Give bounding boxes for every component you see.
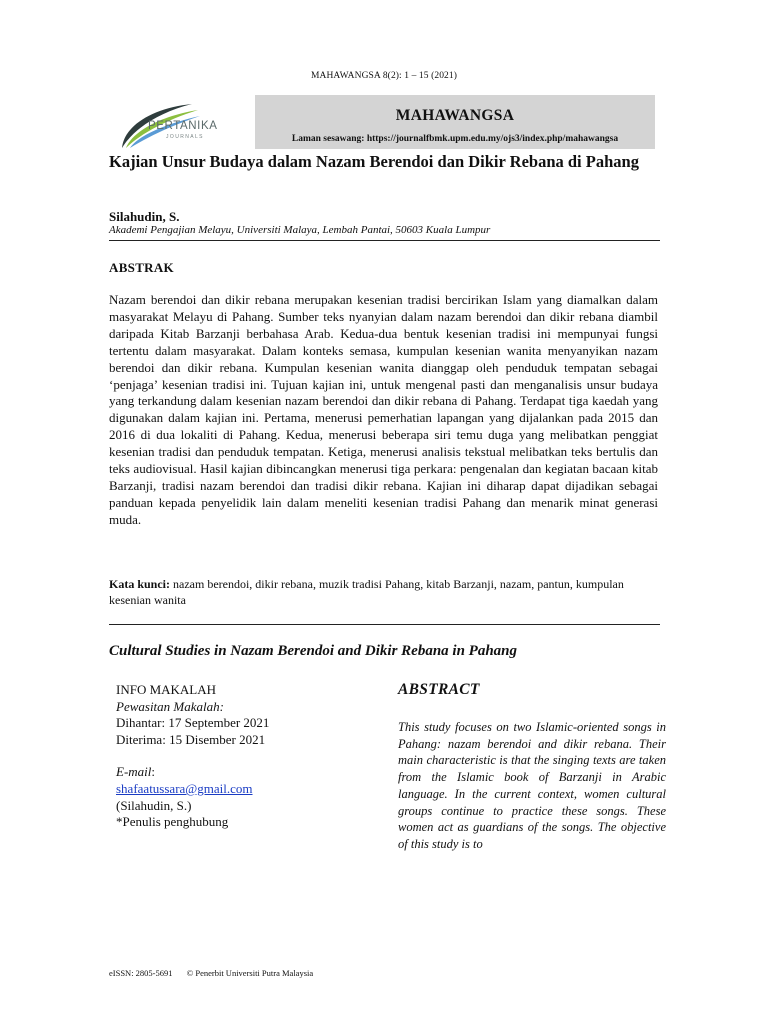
email-colon: : [151,764,156,780]
journal-name: MAHAWANGSA [395,107,515,124]
abstrak-body: Nazam berendoi dan dikir rebana merupakan kesenian tradisi bercirikan Islam yang diamalkan dalam masyarakat Melayu di Pahang. Sumber teks nyanyian dalam nazam berendoi dan dikir rebana diambil daripada Kitab Barzanji berbahasa Arab. Kedua-dua bentuk kesenian tradisi ini mempunyai fungsi tertentu dalam masyarakat. Dalam konteks semasa, kumpulan kesenian wanita menyanyikan nazam berendoi dan dikir rebana. Kumpulan kesenian wanita dianggap oleh penduduk tempatan sebagai ‘penjaga’ kesenian tradisi ini. Tujuan kajian ini, untuk mengenal pasti dan menganalisis unsur budaya yang terkandung dalam kesenian nazam berendoi dan dikir rebana di Pahang. Terdapat tiga kaedah yang digunakan dalam kajian ini. Pertama, menerusi pemerhatian lapangan yang dijalankan pada 2015 dan 2016 di dua lokaliti di Pahang. Kedua, menerusi beberapa siri temu duga yang melibatkan penggiat kesenian tradisi dan penduduk tempatan. Ketiga, menerusi analisis tekstual melibatkan teks bertulis dan teks audiovisual. Hasil kajian dibincangkan menerusi tiga perkara: pengenalan dan kegiatan bacaan kitab Barzanji, tradisi nazam berendoi dan tradisi dikir rebana. Kajian ini diharap dapat dijadikan sebagai panduan kepada penyelidik lain dalam meneliti kesenian tradisi Pahang dan menarik minat generasi muda. [109,292,658,527]
history-label: Pewasitan Makalah: [116,698,224,714]
journal-url: Laman sesawang: https://journalfbmk.upm.edu.my/ojs3/index.php/mahawangsa [291,134,619,144]
accepted-date: Diterima: 15 Disember 2021 [116,731,266,747]
email-owner: (Silahudin, S.) [116,797,192,813]
section-divider [109,624,660,625]
pertanika-logo [108,96,254,152]
logo-name: PERTANIKA [148,120,218,132]
info-heading: INFO MAKALAH [116,682,217,697]
abstract-body: This study focuses on two Islamic-oriented songs in Pahang: nazam berendoi and dikir rebana. Their main characteristic is that the singing texts are taken from the Islamic book of Barzanji in Arabic language. In the current context, women cultural groups continue to practice these songs. These women act as guardians of the songs. The objective of this study is to [398,720,666,851]
abstract-heading: ABSTRACT [398,681,480,698]
author-name: Silahudin, S. [109,209,180,224]
email-link[interactable]: shafaatussara@gmail.com [116,780,253,796]
abstrak-heading: ABSTRAK [109,260,174,275]
keywords-list: nazam berendoi, dikir rebana, muzik tradisi Pahang, kitab Barzanji, nazam, pantun, kumpulan kesenian wanita [109,577,624,607]
article-title: Kajian Unsur Budaya dalam Nazam Berendoi dan Dikir Rebana di Pahang [109,152,639,171]
email-label: E-mail [116,764,152,780]
running-head: MAHAWANGSA 8(2): 1 – 15 (2021) [310,71,458,81]
article-info [116,682,376,831]
journal-banner [255,95,655,149]
author-affiliation: Akademi Pengajian Melayu, Universiti Malaya, Lembah Pantai, 50603 Kuala Lumpur [109,224,491,236]
received-date: Dihantar: 17 September 2021 [116,715,270,731]
keywords [109,576,658,608]
publisher: © Penerbit Universiti Putra Malaysia [186,968,314,978]
issn: eISSN: 2805-5691 [109,968,173,978]
corresponding-note: *Penulis penghubung [116,814,229,830]
logo-sub: JOURNALS [166,134,204,140]
header-divider [109,240,660,241]
english-title: Cultural Studies in Nazam Berendoi and Dikir Rebana in Pahang [109,643,518,659]
page-footer [109,968,313,978]
keywords-label: Kata kunci: [109,577,171,591]
